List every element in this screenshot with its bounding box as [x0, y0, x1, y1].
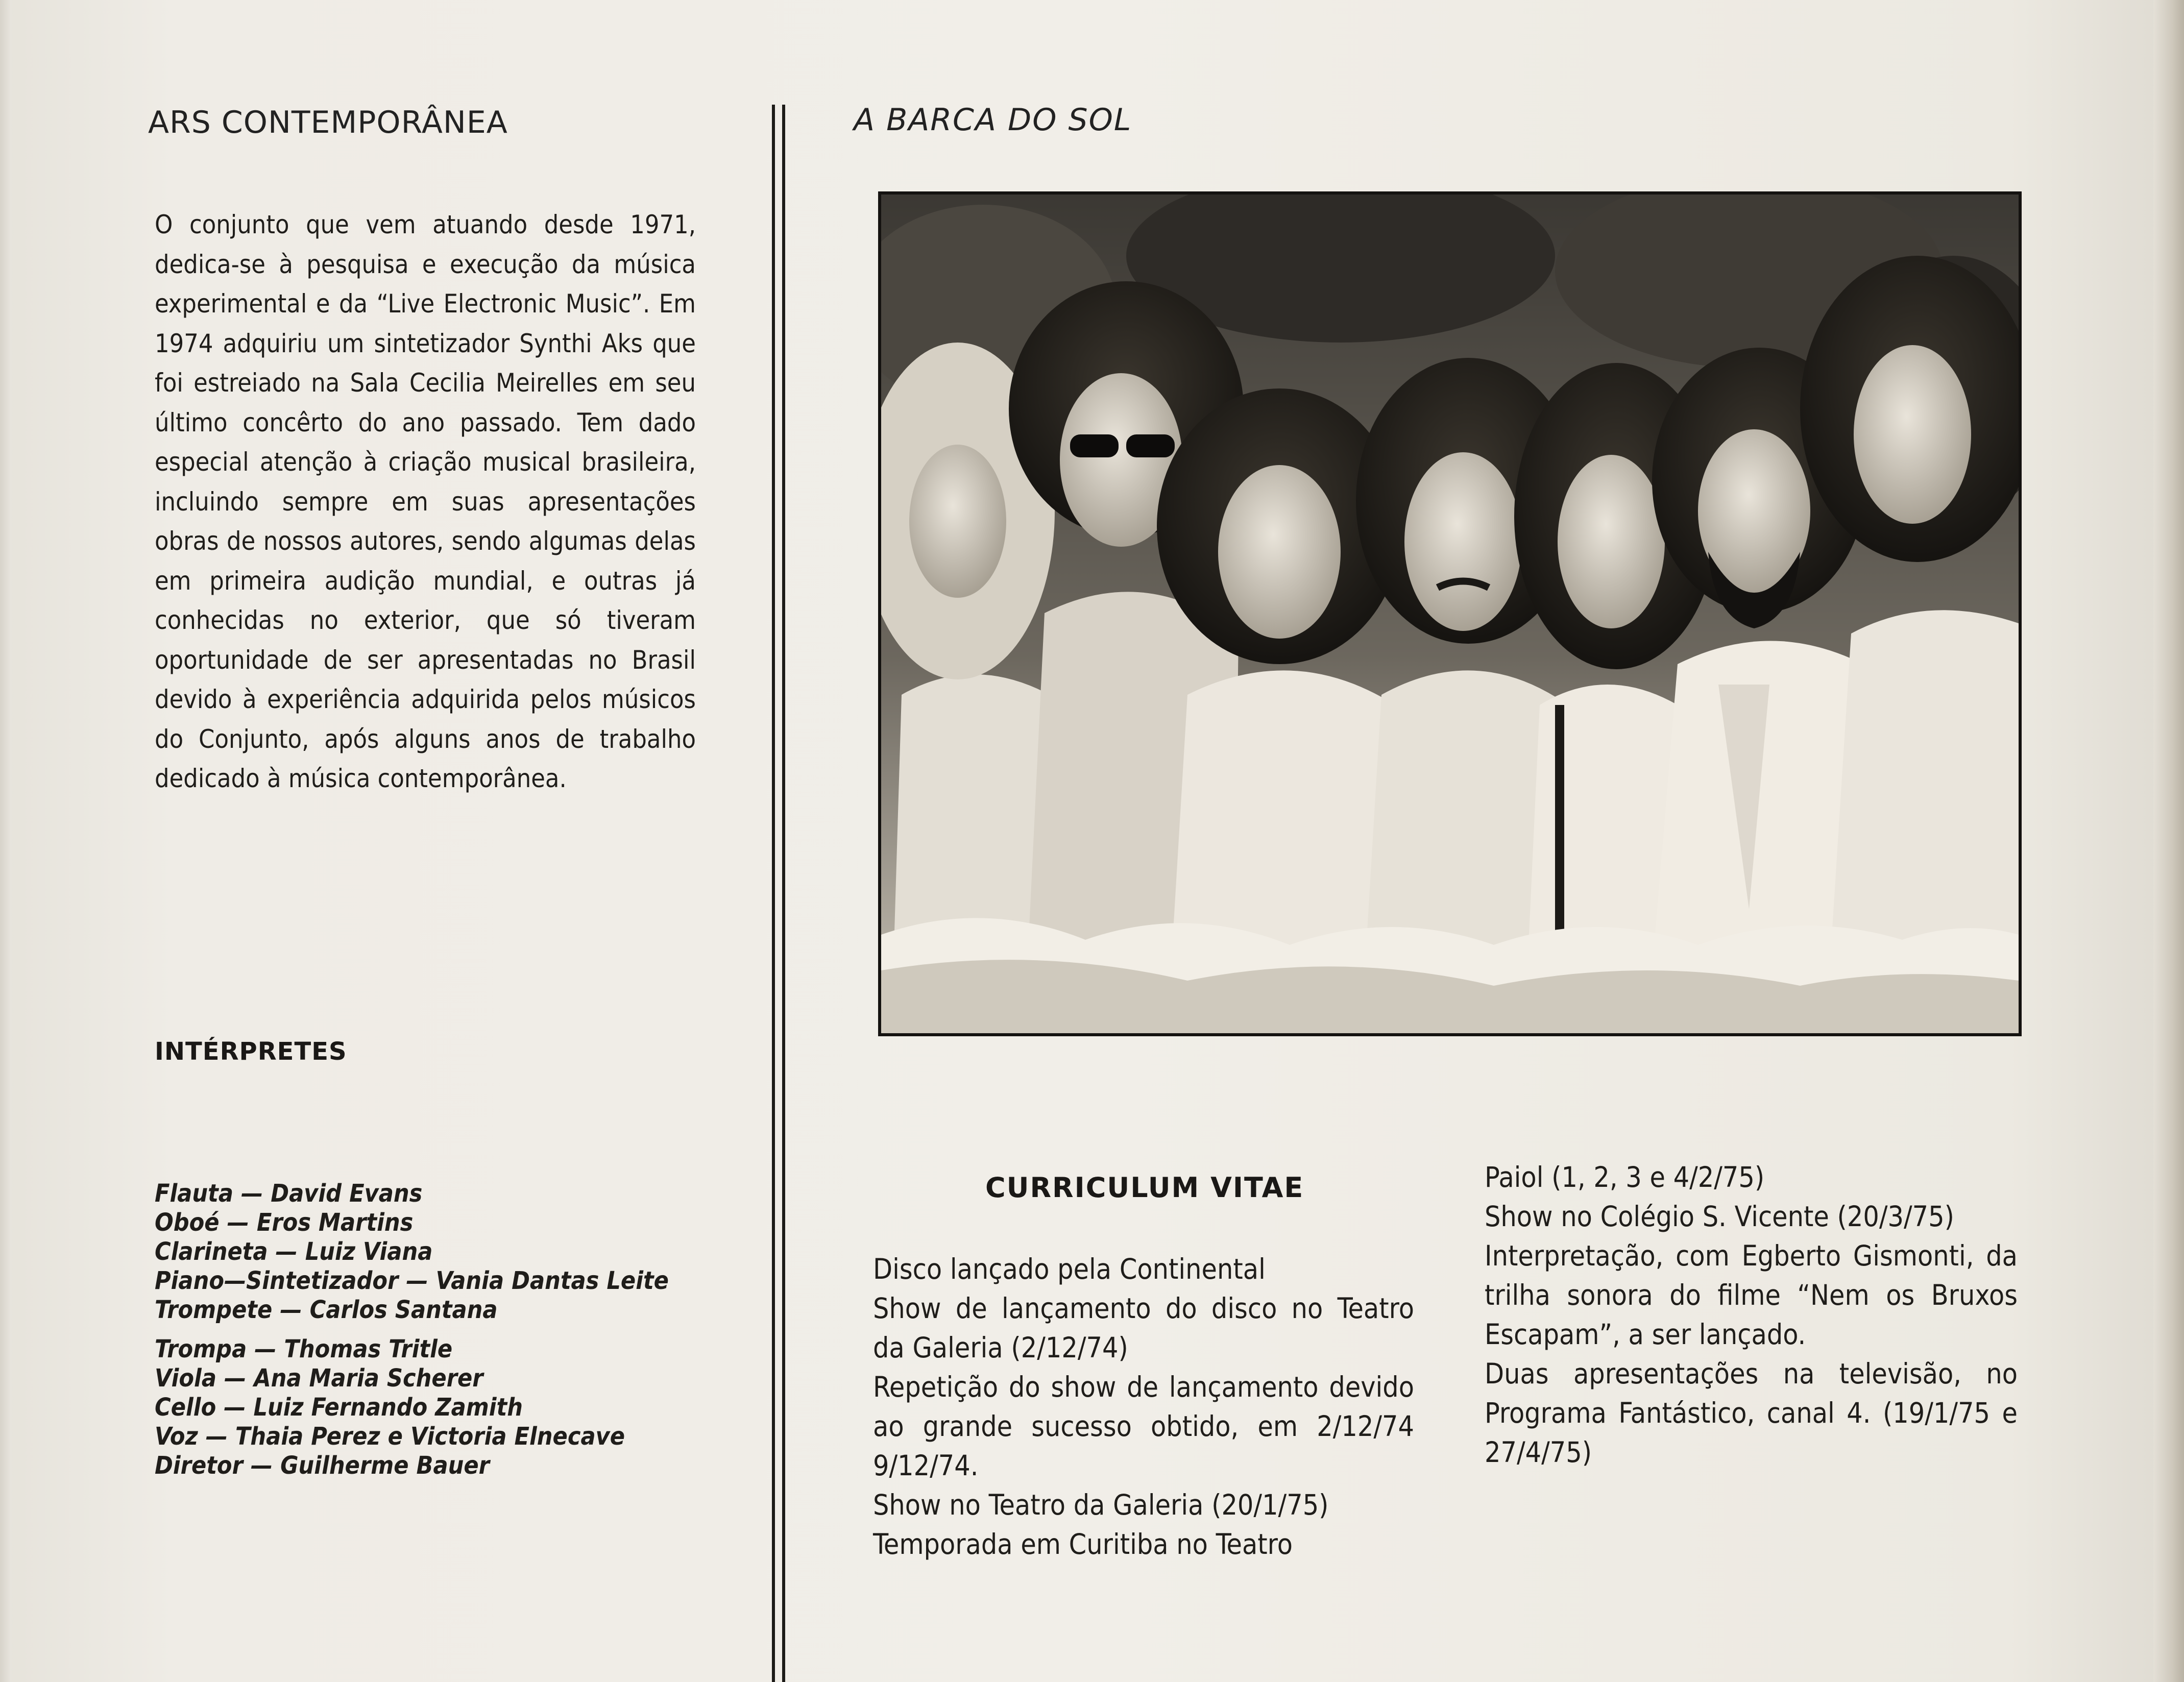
curriculum-list-left	[873, 1250, 1414, 1564]
performer-item: Viola — Ana Maria Scherer	[155, 1364, 483, 1393]
curriculum-list-right	[1485, 1158, 2018, 1472]
column-divider	[772, 105, 785, 1682]
page-edge-right	[2153, 0, 2184, 1682]
curriculum-item: Paiol (1, 2, 3 e 4/2/75)	[1485, 1161, 1765, 1193]
band-photo	[878, 191, 2022, 1036]
ensemble-description: O conjunto que vem atuando desde 1971, dedica-se à pesquisa e execução da música experimental e da “Live Electronic Music”. Em 1974 adquiriu um sintetizador Synthi Aks que foi estreiado na Sala Cecilia Meirelles em seu último concêrto do ano passado. Tem dado especial atenção à criação musical brasileira, incluindo sempre em suas apresentações obras de nossos autores, sendo algumas delas em primeira audição mundial, e outras já conhecidas no exterior, que só tiveram oportunidade de ser apresentadas no Brasil devido à experiência adquirida pelos músicos do Conjunto, após alguns anos de trabalho dedicado à música contemporânea.	[155, 210, 696, 793]
right-section-title: A BARCA DO SOL	[854, 102, 1132, 138]
performer-item: Flauta — David Evans	[155, 1179, 423, 1208]
curriculum-item: Interpretação, com Egberto Gismonti, da trilha sonora do filme “Nem os Bruxos Escapam”, a ser lançado.	[1485, 1239, 2018, 1351]
curriculum-item: Show no Colégio S. Vicente (20/3/75)	[1485, 1200, 1954, 1233]
performer-item: Cello — Luiz Fernando Zamith	[155, 1393, 523, 1422]
page-edge-left	[0, 0, 11, 1682]
curriculum-item: Show no Teatro da Galeria (20/1/75)	[873, 1489, 1329, 1521]
curriculum-item: Show de lançamento do disco no Teatro da Galeria (2/12/74)	[873, 1292, 1414, 1364]
performers-heading: INTÉRPRETES	[155, 1037, 347, 1066]
curriculum-heading: CURRICULUM VITAE	[985, 1172, 1304, 1204]
performer-item: Piano—Sintetizador — Vania Dantas Leite	[155, 1266, 669, 1295]
performer-item: Diretor — Guilherme Bauer	[155, 1451, 490, 1480]
band-photo-illustration	[881, 194, 2019, 1033]
curriculum-item: Disco lançado pela Continental	[873, 1253, 1266, 1285]
performers-list	[155, 1179, 716, 1480]
performer-item: Trompete — Carlos Santana	[155, 1296, 498, 1324]
left-section-title: ARS CONTEMPORÂNEA	[148, 105, 508, 140]
performer-item: Clarineta — Luiz Viana	[155, 1237, 433, 1266]
curriculum-item: Temporada em Curitiba no Teatro	[873, 1528, 1293, 1561]
curriculum-item: Repetição do show de lançamento devido ao grande sucesso obtido, em 2/12/74 9/12/74.	[873, 1371, 1414, 1482]
performer-item: Voz — Thaia Perez e Victoria Elnecave	[155, 1422, 625, 1451]
curriculum-item: Duas apresentações na televisão, no Programa Fantástico, canal 4. (19/1/75 e 27/4/75)	[1485, 1357, 2018, 1469]
performer-item: Oboé — Eros Martins	[155, 1208, 414, 1237]
performer-item: Trompa — Thomas Tritle	[155, 1335, 453, 1363]
